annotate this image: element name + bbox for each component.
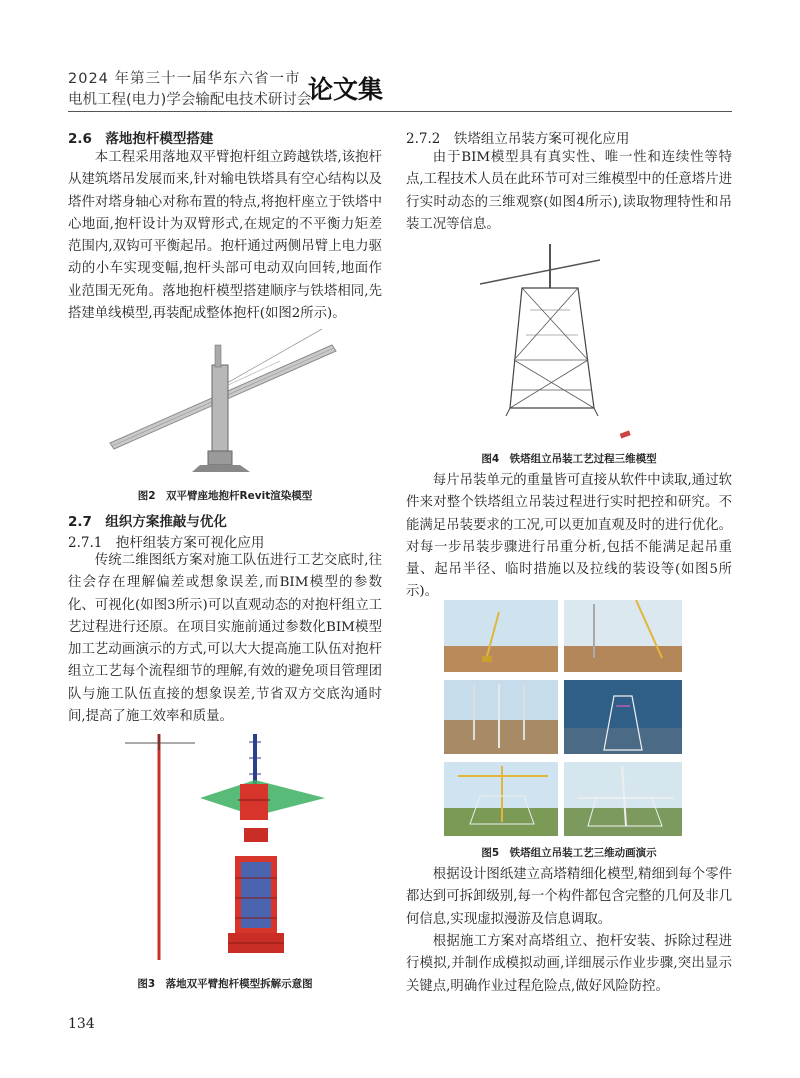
header-proceedings-title: 论文集 bbox=[308, 75, 384, 104]
figure-4-tower-3d-model bbox=[470, 240, 670, 445]
paragraph-simulation: 根据施工方案对高塔组立、抱杆安装、拆除过程进行模拟,并制作成模拟动画,详细展示作业步骤,突出显示关键点,明确作业过程危险点,做好风险防控。 bbox=[406, 934, 732, 994]
figure-5-animation-frames bbox=[444, 600, 682, 836]
frame-1 bbox=[444, 600, 558, 672]
frame-2 bbox=[564, 600, 682, 672]
figure-5-caption: 图5 铁塔组立吊装工艺三维动画演示 bbox=[481, 847, 657, 859]
subsection-2-7-2-heading: 2.7.2 铁塔组立吊装方案可视化应用 bbox=[406, 131, 630, 147]
paragraph-tower-visualization: 由于BIM模型具有真实性、唯一性和连续性等特点,工程技术人员在此环节可对三维模型中的任意塔片进行实时动态的三维观察(如图4所示),读取物理特性和吊装工况等信息。 bbox=[406, 150, 732, 232]
figure-3-caption: 图3 落地双平臂抱杆模型拆解示意图 bbox=[137, 978, 313, 990]
frame-5 bbox=[444, 762, 558, 836]
figure-4-caption: 图4 铁塔组立吊装工艺过程三维模型 bbox=[481, 453, 657, 465]
page-number: 134 bbox=[68, 1016, 95, 1032]
frame-3 bbox=[444, 680, 558, 754]
frame-6 bbox=[564, 762, 682, 836]
figure-3-pole-breakdown bbox=[120, 728, 335, 968]
header-line-2: 电机工程(电力)学会输配电技术研讨会 bbox=[68, 92, 312, 108]
header-rule bbox=[68, 111, 732, 112]
section-2-7-heading: 2.7 组织方案推敲与优化 bbox=[68, 514, 227, 530]
paragraph-tower-model: 根据设计图纸建立高塔精细化模型,精细到每个零件都达到可拆卸级别,每一个构件都包含完整的几何及非几何信息,实现虚拟漫游及信息调取。 bbox=[406, 867, 732, 927]
paragraph-pole-model: 本工程采用落地双平臂抱杆组立跨越铁塔,该抱杆从建筑塔吊发展而来,针对输电铁塔具有空心结构以及塔件对塔身轴心对称布置的特点,将抱杆座立于铁塔中心地面,抱杆设计为双臂形式,在规定的不平衡力矩差范围内,双钩可平衡起吊。抱杆通过两侧吊臂上电力驱动的小车实现变幅,抱杆头部可电动双向回转,地面作业范围无死角。落地抱杆模型搭建顺序与铁塔相同,先搭建单线模型,再装配成整体抱杆(如图2所示)。 bbox=[68, 150, 382, 322]
paragraph-lift-weight-analysis: 每片吊装单元的重量皆可直接从软件中读取,通过软件来对整个铁塔组立吊装过程进行实时把控和研究。不能满足吊装要求的工况,可以更加直观及时的进行优化。对每一步吊装步骤进行吊重分析,包括不能满足起吊重量、起吊半径、临时措施以及拉线的装设等(如图5所示)。 bbox=[406, 473, 732, 600]
figure-2-gin-pole-render bbox=[100, 325, 380, 475]
figure-2-caption: 图2 双平臂座地抱杆Revit渲染模型 bbox=[137, 490, 313, 502]
header-line-1: 2024 年第三十一届华东六省一市 bbox=[68, 71, 301, 87]
section-2-6-heading: 2.6 落地抱杆模型搭建 bbox=[68, 131, 214, 147]
frame-4 bbox=[564, 680, 682, 754]
subsection-2-7-1-heading: 2.7.1 抱杆组装方案可视化应用 bbox=[68, 535, 265, 551]
paragraph-pole-assembly-visualization: 传统二维图纸方案对施工队伍进行工艺交底时,往往会存在理解偏差或想象误差,而BIM模型的参数化、可视化(如图3所示)可以直观动态的对抱杆组立工艺过程进行还原。在项目实施前通过参数化BIM模型加工艺动画演示的方式,可以大大提高施工队伍对抱杆组立工艺每个流程细节的理解,有效的避免项目管理团队与施工队伍直接的想象误差,节省双方交底沟通时间,提高了施工效率和质量。 bbox=[68, 553, 382, 725]
